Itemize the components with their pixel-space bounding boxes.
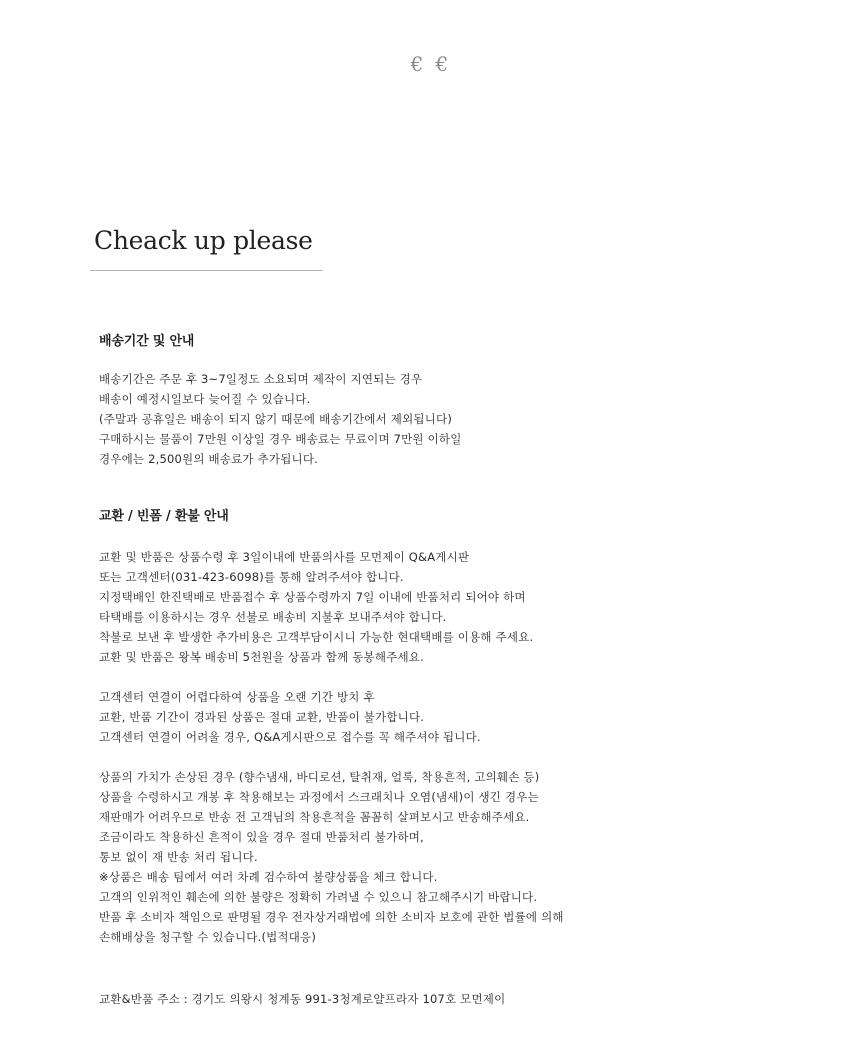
return-line: 상품을 수령하시고 개봉 후 착용해보는 과정에서 스크래치나 오염(냄새)이 생긴 경우는 <box>99 790 539 804</box>
top-currency-mark: € € <box>410 52 452 76</box>
return-line: 교환 및 반품은 상품수령 후 3일이내에 반품의사를 모먼제이 Q&A게시판 <box>99 550 470 564</box>
return-line: 또는 고객센터(031-423-6098)를 통해 알려주셔야 합니다. <box>99 570 404 584</box>
return-paragraph-damage-policy <box>99 767 564 947</box>
return-info-section <box>99 507 564 947</box>
return-line: 고객센터 연결이 어려울 경우, Q&A게시판으로 접수를 꼭 해주셔야 됩니다. <box>99 730 481 744</box>
return-paragraph-customer-center <box>99 687 564 747</box>
return-line: 고객센터 연결이 어렵다하여 상품을 오랜 기간 방치 후 <box>99 690 375 704</box>
shipping-line: 배송기간은 주문 후 3~7일정도 소요되며 제작이 지연되는 경우 <box>99 372 423 386</box>
return-paragraph-procedure <box>99 547 564 667</box>
title-divider <box>90 270 323 271</box>
return-line: 착불로 보낸 후 발생한 추가비용은 고객부담이시니 가능한 현대택배를 이용해 주세요. <box>99 630 534 644</box>
shipping-paragraph <box>99 369 462 469</box>
return-line: 재판매가 어려우므로 반송 전 고객님의 착용흔적을 꼼꼼히 살펴보시고 반송해주세요. <box>99 810 530 824</box>
return-address: 교환&반품 주소 : 경기도 의왕시 청계동 991-3청계로얄프라자 107호 모먼제이 <box>99 992 506 1006</box>
return-line: 반품 후 소비자 책임으로 판명될 경우 전자상거래법에 의한 소비자 보호에 관한 법률에 의해 <box>99 910 564 924</box>
return-line: 고객의 인위적인 훼손에 의한 불량은 정확히 가려낼 수 있으니 참고해주시기 바랍니다. <box>99 890 538 904</box>
page-title: Cheack up please <box>94 226 313 255</box>
shipping-info-section <box>99 332 462 469</box>
return-line: 교환, 반품 기간이 경과된 상품은 절대 교환, 반품이 불가합니다. <box>99 710 425 724</box>
return-heading: 교환 / 빈폼 / 환불 안내 <box>99 509 229 524</box>
shipping-line: (주말과 공휴일은 배송이 되지 않기 때문에 배송기간에서 제외됩니다) <box>99 412 453 426</box>
return-line: 상품의 가치가 손상된 경우 (향수냄새, 바디로션, 탈취재, 얼룩, 착용흔적, 고의훼손 등) <box>99 770 540 784</box>
return-line: 타택배를 이용하시는 경우 선불로 배송비 지불후 보내주셔야 합니다. <box>99 610 447 624</box>
return-line: 지정택배인 한진택배로 반품접수 후 상품수령까지 7일 이내에 반품처리 되어야 하며 <box>99 590 526 604</box>
shipping-heading: 배송기간 및 안내 <box>99 334 195 349</box>
return-line: 조금이라도 착용하신 흔적이 있을 경우 절대 반품처리 불가하며, <box>99 830 424 844</box>
return-line: 통보 없이 재 반송 처리 됩니다. <box>99 850 258 864</box>
return-line: ※상품은 배송 팀에서 여러 차례 검수하여 불량상품을 체크 합니다. <box>99 870 438 884</box>
shipping-line: 배송이 예정시일보다 늦어질 수 있습니다. <box>99 392 311 406</box>
shipping-line: 구매하시는 물품이 7만원 이상일 경우 배송료는 무료이며 7만원 이하일 <box>99 432 462 446</box>
shipping-line: 경우에는 2,500원의 배송료가 추가됩니다. <box>99 452 318 466</box>
return-line: 교환 및 반품은 왕복 배송비 5천원을 상품과 함께 동봉해주세요. <box>99 650 424 664</box>
return-line: 손해배상을 청구할 수 있습니다.(법적대응) <box>99 930 317 944</box>
